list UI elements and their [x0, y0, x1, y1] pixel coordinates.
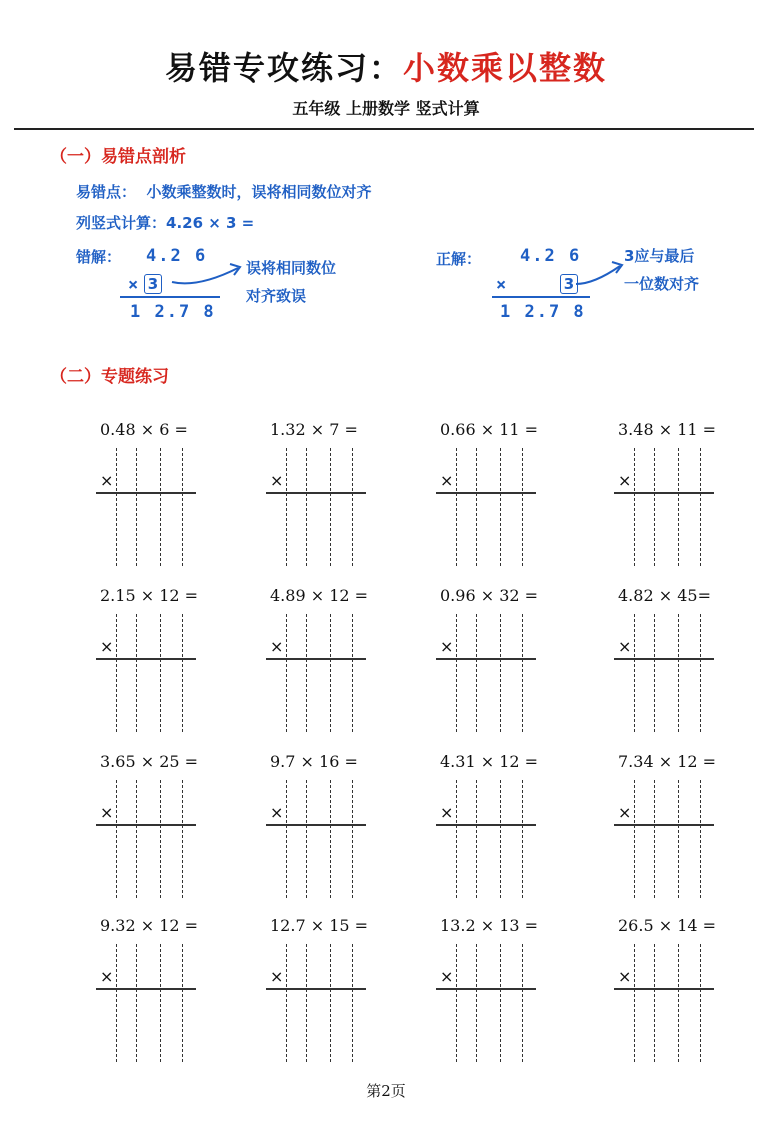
problem-expression: 3.65 × 25 =	[100, 752, 199, 771]
right-result: 1 2.7 8	[500, 302, 586, 322]
practice-problem	[96, 420, 256, 570]
digit-column-guide	[306, 944, 307, 1062]
answer-line	[614, 492, 714, 494]
digit-column-guide	[476, 448, 477, 566]
digit-column-guide	[700, 448, 701, 566]
digit-column-guide	[634, 944, 635, 1062]
digit-column-guide	[330, 448, 331, 566]
digit-column-guide	[286, 614, 287, 732]
answer-line	[96, 658, 196, 660]
problem-expression: 9.7 × 16 =	[270, 752, 358, 771]
answer-line	[436, 658, 536, 660]
digit-column-guide	[678, 944, 679, 1062]
times-sign: ×	[440, 803, 454, 822]
header-divider	[14, 128, 754, 130]
problem-expression: 0.66 × 11 =	[440, 420, 539, 439]
digit-column-guide	[330, 944, 331, 1062]
digit-column-guide	[286, 448, 287, 566]
practice-problem	[436, 420, 596, 570]
answer-line	[436, 492, 536, 494]
times-sign: ×	[440, 967, 454, 986]
practice-problem	[96, 916, 256, 1066]
practice-problem	[266, 752, 426, 902]
practice-problem	[266, 420, 426, 570]
digit-column-guide	[352, 780, 353, 898]
digit-column-guide	[352, 944, 353, 1062]
answer-line	[614, 824, 714, 826]
practice-problem	[96, 752, 256, 902]
problem-expression: 9.32 × 12 =	[100, 916, 199, 935]
digit-column-guide	[522, 780, 523, 898]
digit-column-guide	[678, 614, 679, 732]
right-times-sign: ×	[496, 275, 509, 295]
digit-column-guide	[116, 944, 117, 1062]
wrong-label: 错解：	[76, 248, 122, 266]
practice-problem	[436, 586, 596, 736]
answer-line	[266, 492, 366, 494]
problem-expression: 0.48 × 6 =	[100, 420, 188, 439]
digit-column-guide	[654, 614, 655, 732]
error-point-text: 小数乘整数时，误将相同数位对齐	[146, 183, 372, 201]
times-sign: ×	[270, 637, 284, 656]
problem-expression: 13.2 × 13 =	[440, 916, 539, 935]
page-title	[0, 48, 772, 88]
digit-column-guide	[654, 944, 655, 1062]
times-sign: ×	[618, 637, 632, 656]
section2-heading: （二）专题练习	[50, 367, 169, 387]
problem-expression: 12.7 × 15 =	[270, 916, 369, 935]
digit-column-guide	[634, 614, 635, 732]
times-sign: ×	[100, 637, 114, 656]
times-sign: ×	[440, 471, 454, 490]
digit-column-guide	[476, 614, 477, 732]
right-arrow-icon	[572, 256, 632, 296]
digit-column-guide	[700, 944, 701, 1062]
right-label: 正解：	[436, 250, 482, 268]
right-multiplier-box: 3	[560, 274, 578, 294]
digit-column-guide	[330, 614, 331, 732]
right-note	[624, 242, 699, 298]
times-sign: ×	[100, 471, 114, 490]
problem-expression: 4.89 × 12 =	[270, 586, 369, 605]
digit-column-guide	[182, 448, 183, 566]
instruction-text: 列竖式计算：4.26 × 3 =	[76, 214, 255, 232]
wrong-note	[246, 254, 336, 310]
right-top-number: 4.2 6	[520, 246, 582, 266]
digit-column-guide	[136, 780, 137, 898]
wrong-multiplier-box: 3	[144, 274, 162, 294]
digit-column-guide	[160, 448, 161, 566]
times-sign: ×	[618, 967, 632, 986]
digit-column-guide	[182, 780, 183, 898]
times-sign: ×	[618, 471, 632, 490]
digit-column-guide	[160, 780, 161, 898]
section1-heading: （一）易错点剖析	[50, 147, 186, 167]
digit-column-guide	[500, 780, 501, 898]
answer-line	[436, 824, 536, 826]
answer-line	[96, 492, 196, 494]
digit-column-guide	[700, 614, 701, 732]
digit-column-guide	[306, 614, 307, 732]
digit-column-guide	[306, 780, 307, 898]
problem-expression: 7.34 × 12 =	[618, 752, 717, 771]
digit-column-guide	[116, 614, 117, 732]
wrong-result: 1 2.7 8	[130, 302, 216, 322]
right-note-line2: 一位数对齐	[624, 275, 700, 293]
practice-problem	[436, 916, 596, 1066]
digit-column-guide	[456, 944, 457, 1062]
digit-column-guide	[352, 448, 353, 566]
times-sign: ×	[270, 967, 284, 986]
times-sign: ×	[100, 967, 114, 986]
digit-column-guide	[522, 448, 523, 566]
digit-column-guide	[352, 614, 353, 732]
answer-line	[266, 988, 366, 990]
practice-problem	[614, 916, 772, 1066]
problem-expression: 0.96 × 32 =	[440, 586, 539, 605]
times-sign: ×	[270, 471, 284, 490]
digit-column-guide	[182, 944, 183, 1062]
problem-expression: 4.82 × 45=	[618, 586, 711, 605]
digit-column-guide	[182, 614, 183, 732]
wrong-underline	[120, 296, 220, 298]
digit-column-guide	[476, 944, 477, 1062]
digit-column-guide	[136, 448, 137, 566]
digit-column-guide	[522, 944, 523, 1062]
practice-problem	[96, 586, 256, 736]
answer-line	[614, 988, 714, 990]
answer-line	[266, 824, 366, 826]
digit-column-guide	[160, 944, 161, 1062]
digit-column-guide	[678, 780, 679, 898]
practice-problem	[436, 752, 596, 902]
right-note-line1: 3应与最后	[624, 247, 695, 265]
digit-column-guide	[500, 448, 501, 566]
answer-line	[436, 988, 536, 990]
digit-column-guide	[286, 944, 287, 1062]
digit-column-guide	[476, 780, 477, 898]
times-sign: ×	[618, 803, 632, 822]
digit-column-guide	[160, 614, 161, 732]
wrong-note-line1: 误将相同数位	[246, 259, 337, 277]
error-point-label: 易错点：	[76, 183, 137, 201]
problem-expression: 2.15 × 12 =	[100, 586, 199, 605]
digit-column-guide	[456, 780, 457, 898]
digit-column-guide	[286, 780, 287, 898]
page-subtitle: 五年级 上册数学 竖式计算	[292, 99, 480, 118]
error-point-line	[76, 182, 371, 202]
problem-expression: 4.31 × 12 =	[440, 752, 539, 771]
digit-column-guide	[456, 614, 457, 732]
practice-problem	[266, 916, 426, 1066]
digit-column-guide	[522, 614, 523, 732]
answer-line	[266, 658, 366, 660]
times-sign: ×	[100, 803, 114, 822]
page-number: 第2页	[366, 1082, 406, 1100]
wrong-arrow-icon	[168, 256, 248, 296]
wrong-times-sign: ×	[128, 275, 141, 295]
digit-column-guide	[500, 614, 501, 732]
practice-problem	[614, 586, 772, 736]
times-sign: ×	[270, 803, 284, 822]
digit-column-guide	[654, 780, 655, 898]
digit-column-guide	[116, 448, 117, 566]
title-topic: 小数乘以整数	[403, 49, 608, 87]
digit-column-guide	[634, 448, 635, 566]
wrong-note-line2: 对齐致误	[246, 287, 307, 305]
digit-column-guide	[136, 614, 137, 732]
title-main: 易错专攻练习：	[164, 49, 403, 87]
digit-column-guide	[654, 448, 655, 566]
digit-column-guide	[330, 780, 331, 898]
problem-expression: 3.48 × 11 =	[618, 420, 717, 439]
digit-column-guide	[306, 448, 307, 566]
problem-expression: 26.5 × 14 =	[618, 916, 717, 935]
practice-problem	[614, 420, 772, 570]
practice-problem	[266, 586, 426, 736]
wrong-top-number: 4.2 6	[146, 246, 208, 266]
answer-line	[96, 824, 196, 826]
digit-column-guide	[456, 448, 457, 566]
practice-problem	[614, 752, 772, 902]
digit-column-guide	[500, 944, 501, 1062]
digit-column-guide	[116, 780, 117, 898]
times-sign: ×	[440, 637, 454, 656]
problem-expression: 1.32 × 7 =	[270, 420, 358, 439]
digit-column-guide	[136, 944, 137, 1062]
digit-column-guide	[678, 448, 679, 566]
answer-line	[96, 988, 196, 990]
answer-line	[614, 658, 714, 660]
digit-column-guide	[634, 780, 635, 898]
right-underline	[492, 296, 590, 298]
digit-column-guide	[700, 780, 701, 898]
